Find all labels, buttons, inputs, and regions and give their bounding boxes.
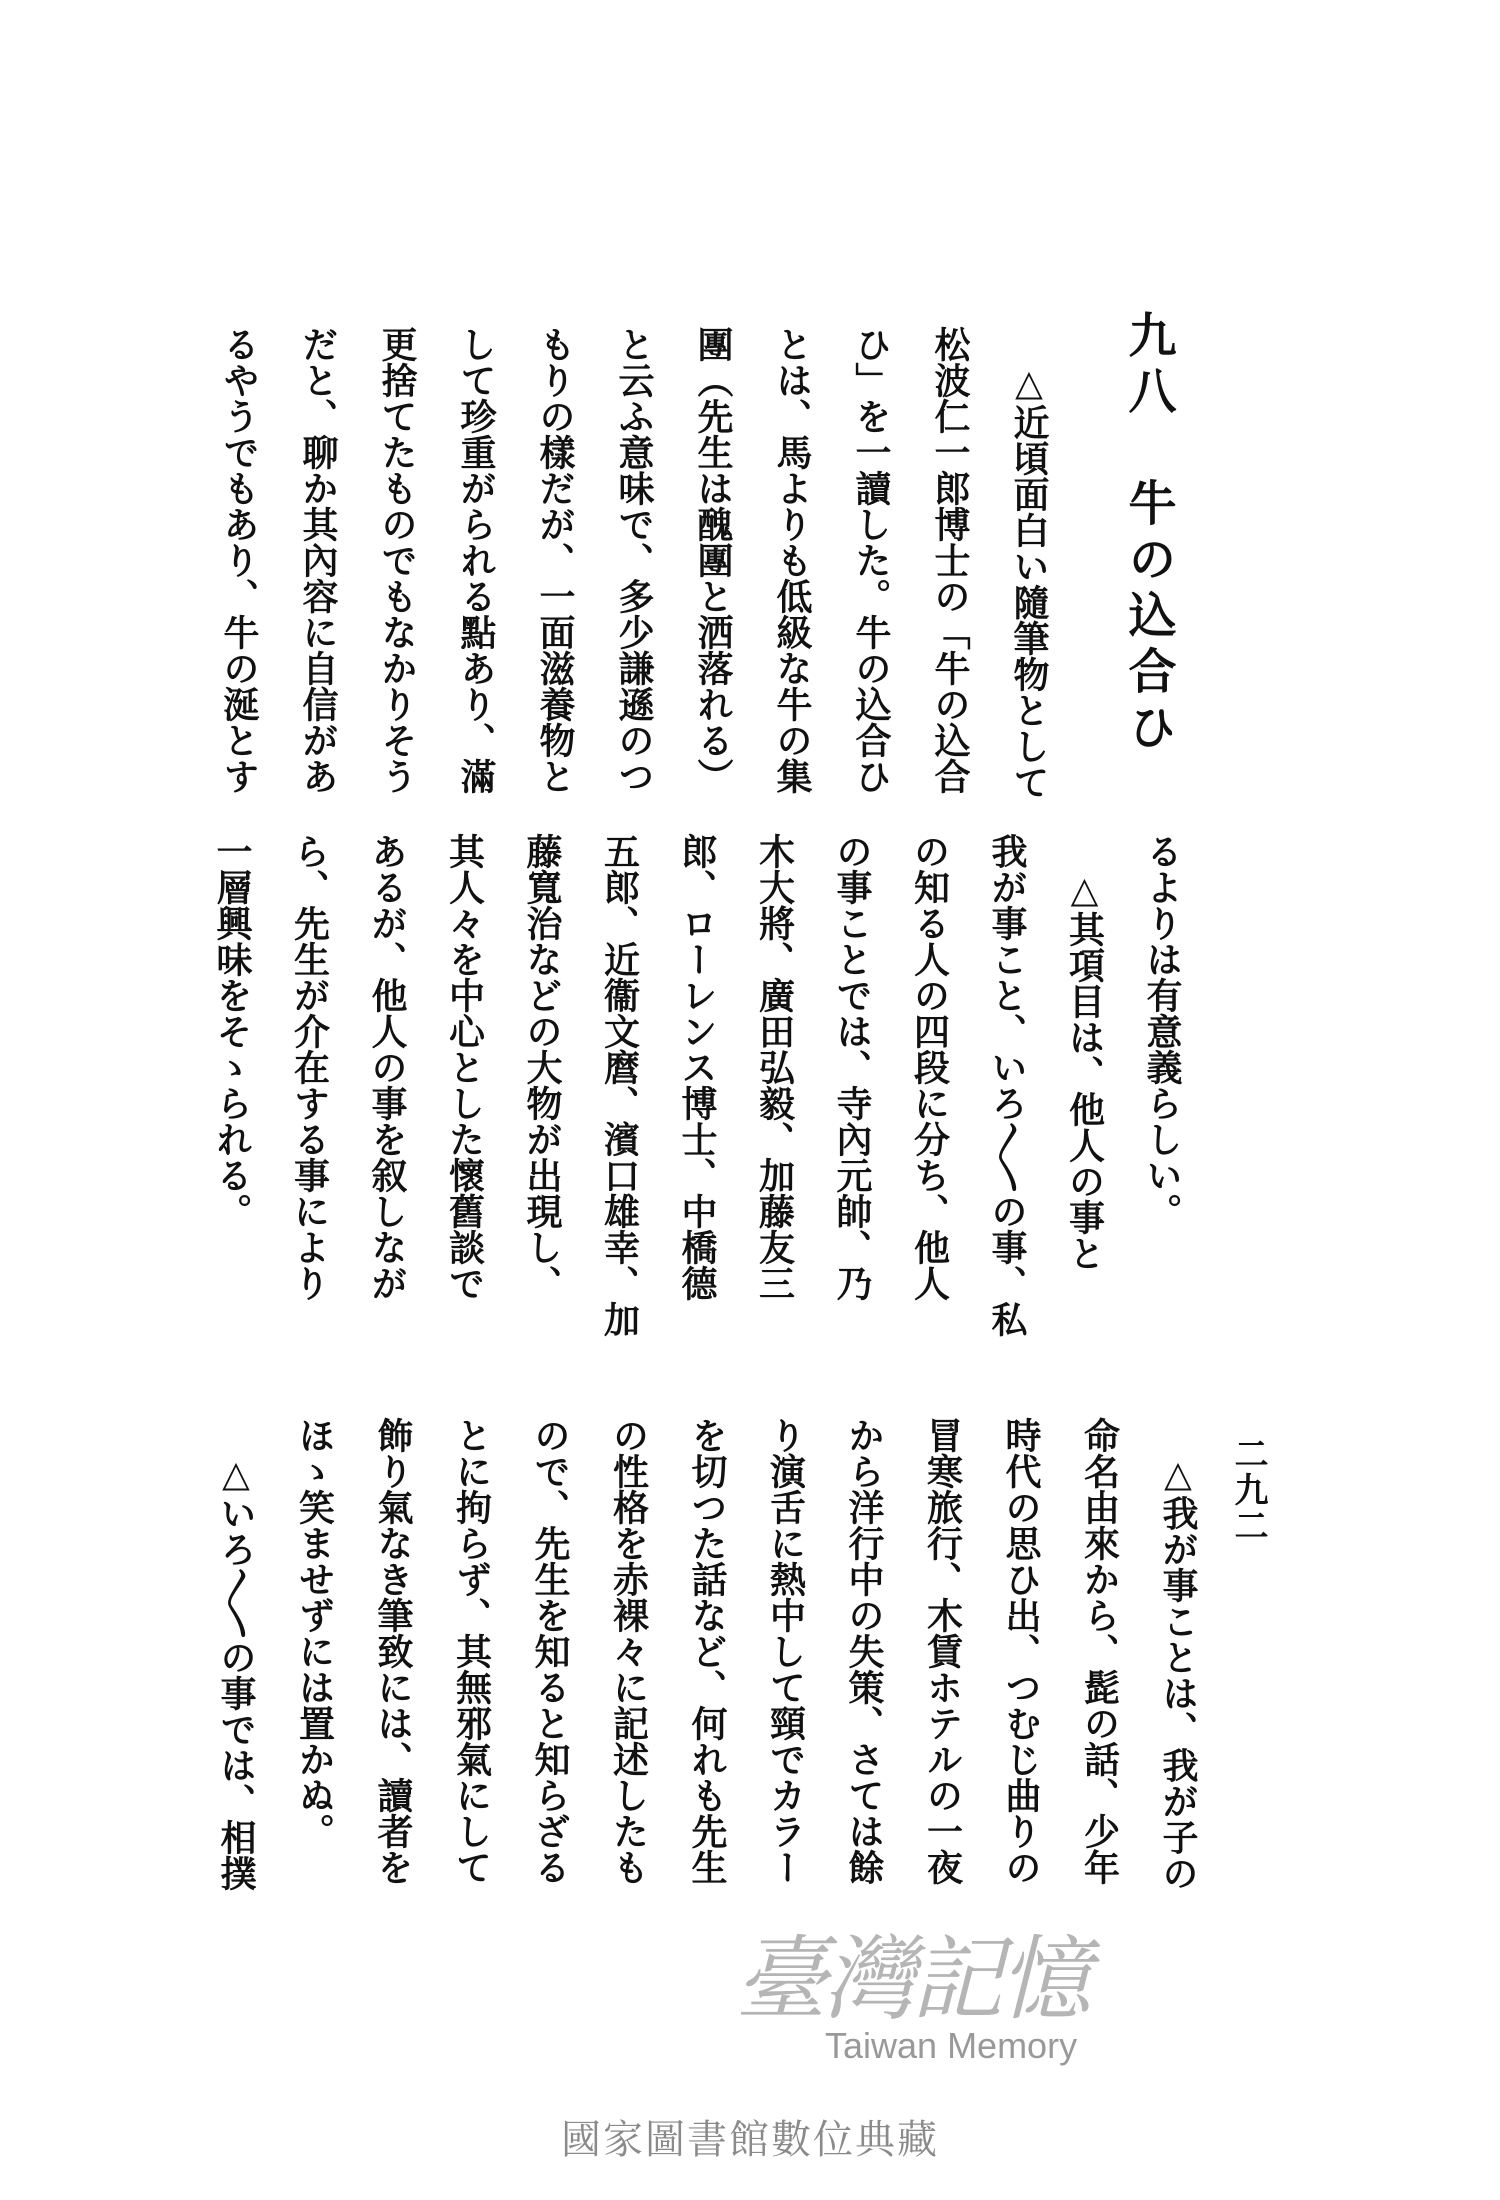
text-column: を切つた話など、何れも先生 <box>686 1417 728 1885</box>
watermark-en: Taiwan Memory <box>825 2025 1078 2066</box>
text-column: とに拘らず、其無邪氣にして <box>450 1417 493 1885</box>
text-column: して珍重がられる點あり、滿 <box>455 326 497 794</box>
text-column: だと、聊か其內容に自信があ <box>297 326 339 794</box>
text-column: の事ことでは、寺內元帥、乃 <box>831 833 873 1301</box>
text-column: るやうでもあり、牛の涎とす <box>218 326 260 794</box>
text-column: 松波仁一郎博士の「牛の込合 <box>929 326 971 794</box>
text-column: △其項目は、他人の事と <box>1063 869 1106 1271</box>
text-block-1 <box>199 326 1068 800</box>
text-column: 其人々を中心とした懷舊談で <box>443 833 486 1301</box>
text-column: 五郎、近衞文麿、濱口雄幸、加 <box>598 833 641 1337</box>
text-column: 郎、ローレンス博士、中橋德 <box>676 833 718 1301</box>
text-column: △我が事ことは、我が子の <box>1157 1453 1199 1891</box>
text-column: △近頃面白い隨筆物として <box>1008 362 1050 800</box>
text-block-3 <box>197 1417 1218 1891</box>
text-column: 命名由來から、髭の話、少年 <box>1078 1417 1121 1885</box>
text-column: もりの樣だが、一面滋養物と <box>534 326 576 794</box>
text-column: 冒寒旅行、木賃ホテルの一夜 <box>921 1417 964 1885</box>
text-column: るよりは有意義らしい。 <box>1141 833 1183 1229</box>
text-column: ので、先生を知ると知らざる <box>529 1417 571 1885</box>
text-column: と云ふ意味で、多少謙遜のつ <box>613 326 655 794</box>
watermark-cjk: 臺灣記憶 <box>735 1926 1088 2033</box>
watermark-logo <box>735 1925 1087 2067</box>
text-column: 藤寬治などの大物が出現し、 <box>521 833 563 1301</box>
text-column: ひ」を一讀した。牛の込合ひ <box>850 326 892 794</box>
text-column: ら、先生が介在する事により <box>288 833 331 1301</box>
text-column: ほゝ笑ませずには置かぬ。 <box>293 1417 336 1849</box>
text-column: 團（先生は醜團と洒落れる） <box>692 326 734 794</box>
text-column: とは、馬よりも低級な牛の集 <box>771 326 813 794</box>
text-column: 飾り氣なき筆致には、讀者を <box>372 1417 414 1885</box>
text-column: 我が事こと、いろ〳〵の事、私 <box>986 833 1028 1337</box>
text-column: の性格を赤裸々に記述したも <box>607 1417 650 1885</box>
text-column: △いろ〳〵の事では、相撲 <box>215 1453 257 1891</box>
text-column: から洋行中の失策、さては餘 <box>843 1417 885 1885</box>
page-number: 二九二 <box>1228 1436 1268 1544</box>
text-column: 時代の思ひ出、つむじ曲りの <box>1000 1417 1042 1885</box>
footer-credit: 國家圖書館數位典藏 <box>561 2117 939 2163</box>
text-column: 更捨てたものでもなかりそう <box>376 326 418 794</box>
text-column: あるが、他人の事を叙しなが <box>366 833 408 1301</box>
text-column: 一層興味をそゝられる。 <box>211 833 253 1229</box>
text-block-2 <box>193 833 1201 1337</box>
text-column: の知る人の四段に分ち、他人 <box>908 833 951 1301</box>
chapter-title: 九八 牛の込合ひ <box>1120 310 1176 758</box>
text-column: 木大將、廣田弘毅、加藤友三 <box>753 833 796 1301</box>
text-column: り演舌に熱中して頸でカラー <box>764 1417 807 1885</box>
